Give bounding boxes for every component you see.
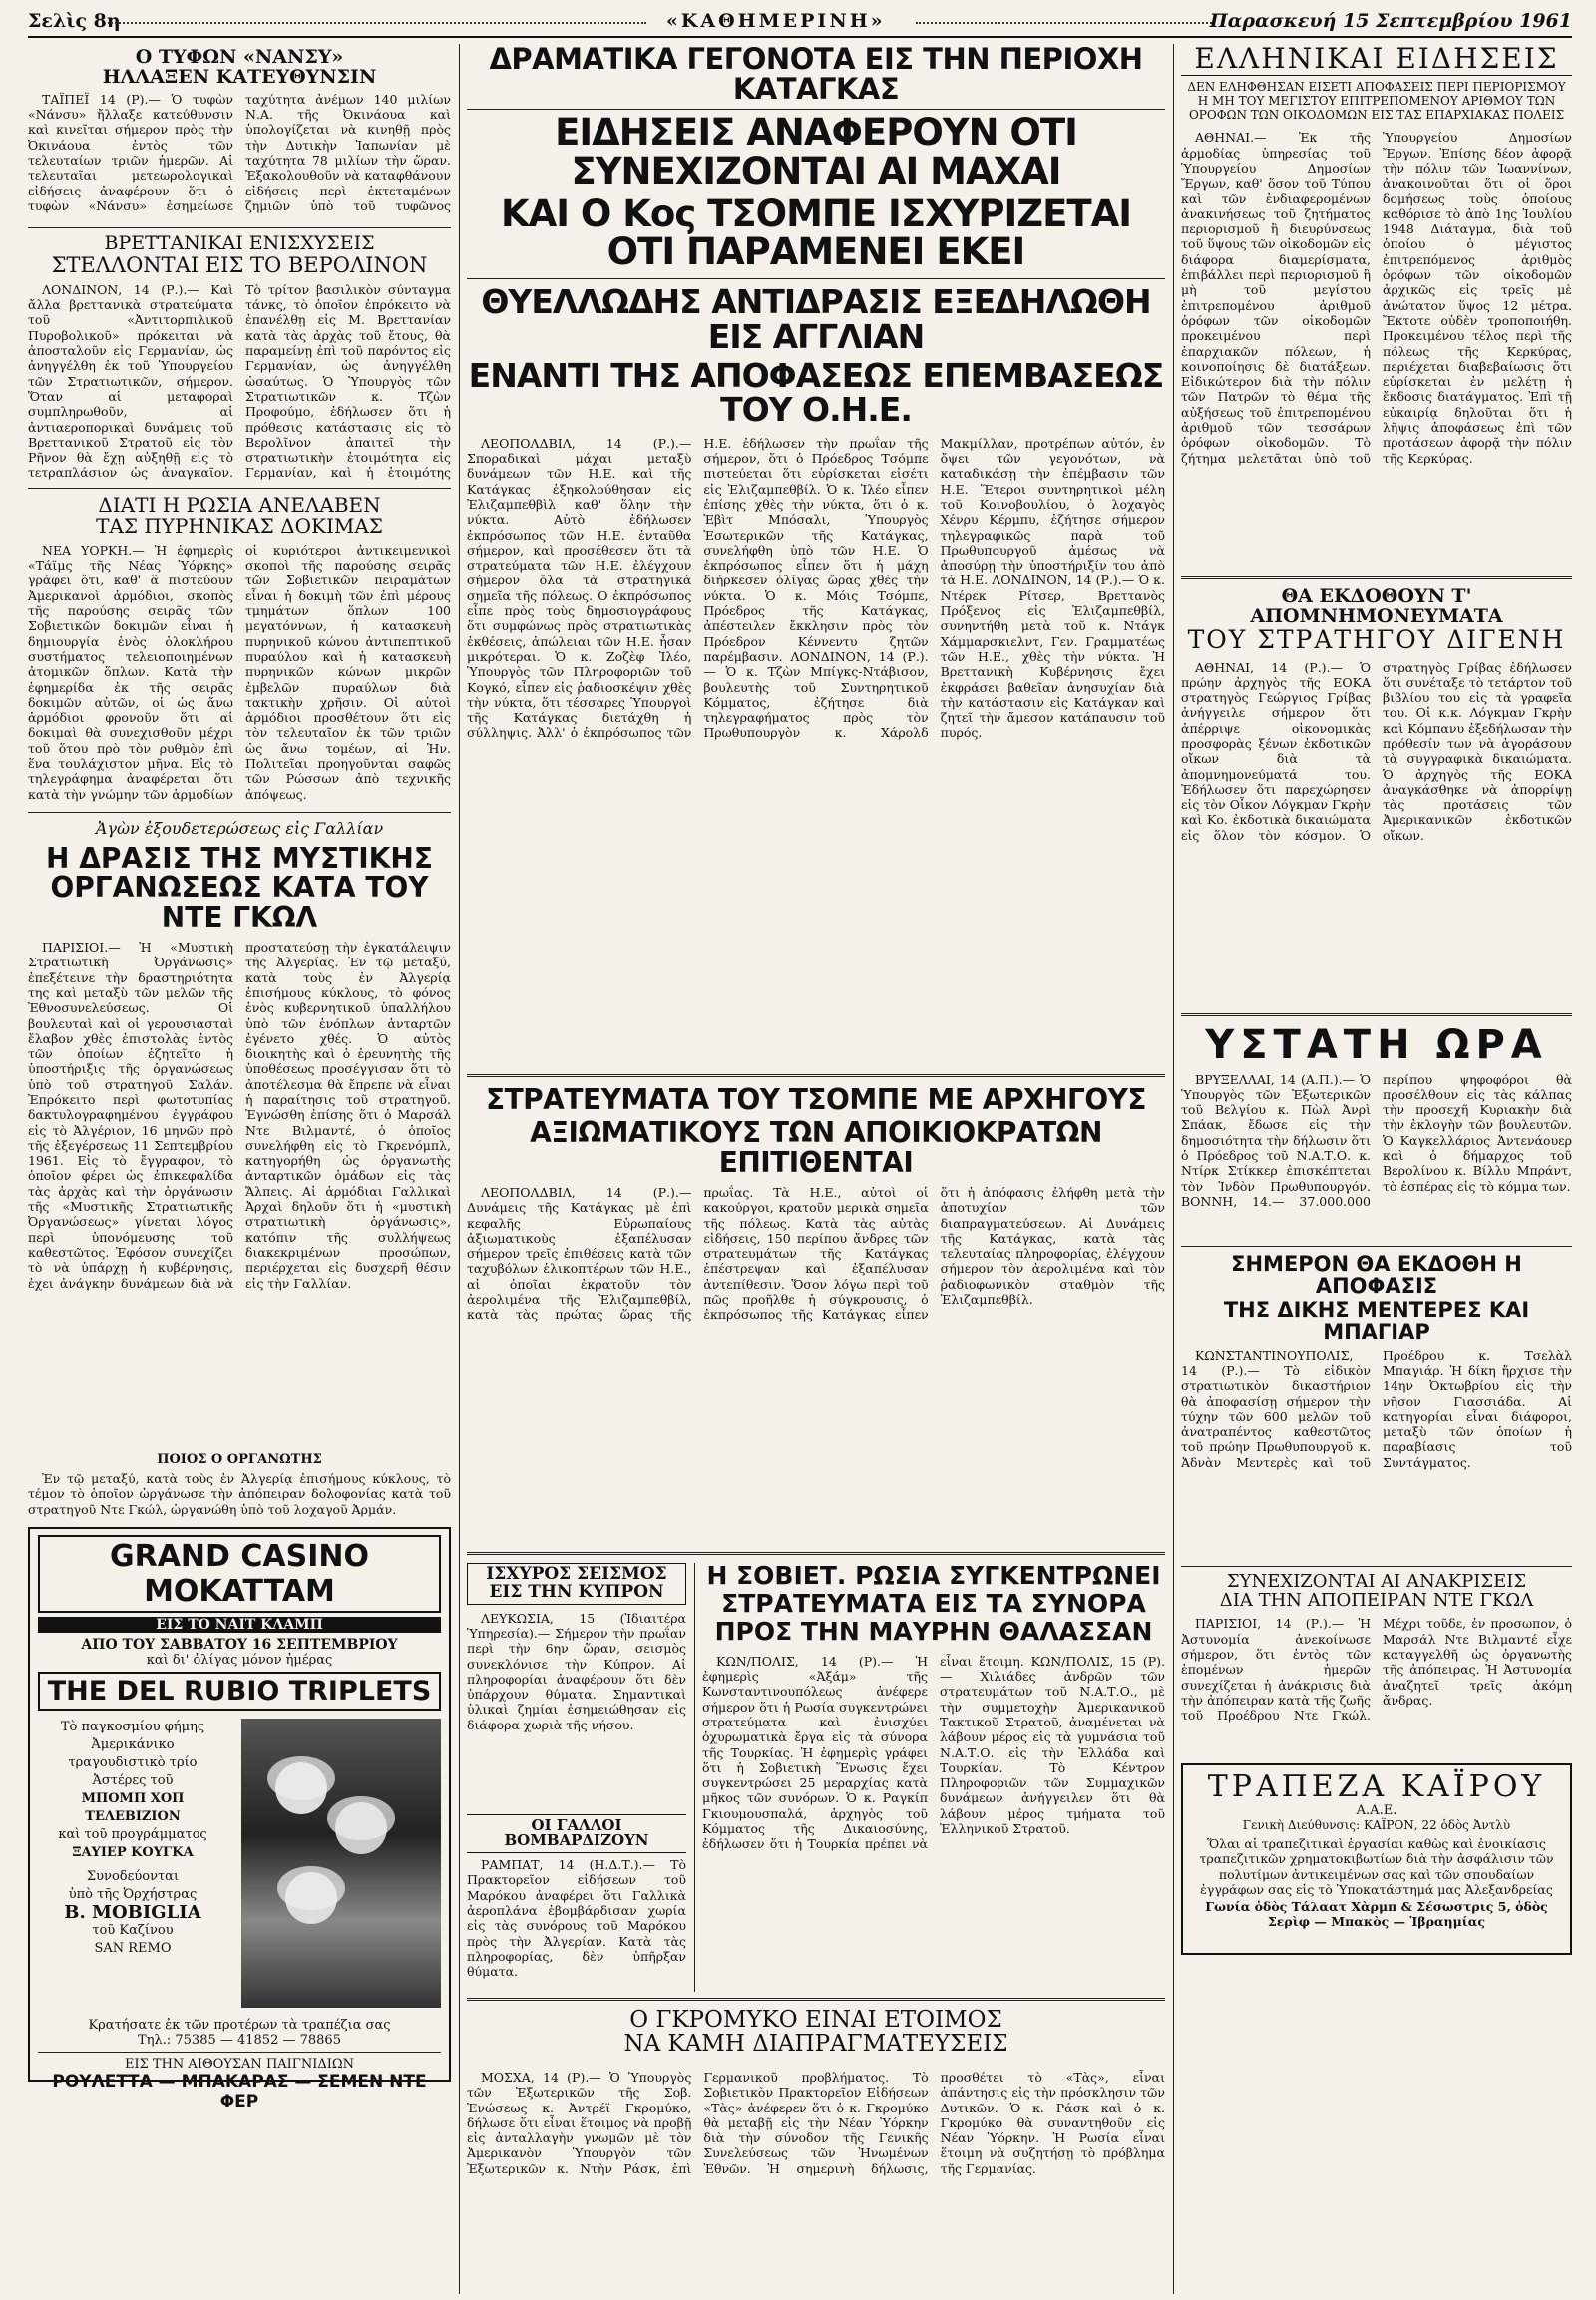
headline: Η ΣΟΒΙΕΤ. ΡΩΣΙΑ ΣΥΓΚΕΝΤΡΩΝΕΙ (706, 1562, 1161, 1590)
masthead (28, 10, 1572, 38)
lead-subheadline: ΚΑΙ Ο Κος ΤΣΟΜΠΕ ΙΣΧΥΡΙΖΕΤΑΙ ΟΤΙ ΠΑΡΑΜΕΝΕΙ ΕΚΕΙ (500, 192, 1132, 274)
triplets-photo (241, 1719, 441, 2008)
reservation-note: Κρατήσατε ἐκ τῶν προτέρων τὰ τραπέζια σας (88, 2018, 391, 2034)
casino-advertisement (28, 1527, 451, 2112)
de-gaulle-inquiry (1181, 1570, 1572, 1754)
article-berlin (28, 231, 451, 482)
tshombe-story (467, 1082, 1165, 1544)
soviet-story (702, 1563, 1165, 1992)
casino-name: GRAND CASINO MOKATTAM (38, 1535, 441, 1613)
article-body: ΑΘΗΝΑΙ, 14 (Ρ.).— Ὁ πρώην ἀρχηγὸς τῆς ΕΟΚΑ στρατηγὸς Γεώργιος Γρίβας ἀνήγγειλε σήμερον ὅτι ἀπέρριψε οἰκονομικὰς προσφορὰς ξένων ἐκδοτικῶν οἴκων διὰ τὰ ἀπομνημονεύματά του. Ἐδήλωσεν ὅτι παρεχώρησεν εἰς τὸν Οἶκον Λόγκμαν Γκρὴν καὶ Κο. ἐκδοτικὰ δικαιώματα εἰς ὅλον τὸν κόσμον. Ὁ στρατηγὸς Γρίβας ἐδήλωσεν ὅτι συνέταξε τὸ τετάρτον τοῦ βιβλίου του εἰς τὰ γραφεῖα του. Οἱ κ.κ. Λόγκμαν Γκρὴν καὶ Κόμπανυ ἐξεδήλωσαν τὴν πρόθεσίν των νὰ ἀγοράσουν τὰ συγγραφικὰ δικαιώματα. Ὁ ἀρχηγὸς τῆς ΕΟΚΑ ἀναγκάσθηκε νὰ ἀπορρίψῃ τὰς προτάσεις τῶν Ἀμερικανικῶν ἐκδοτικῶν οἴκων. (1181, 659, 1572, 843)
headline: ΕΙΣ ΤΗΝ ΚΥΠΡΟΝ (489, 1581, 664, 1602)
bank-advertisement (1181, 1763, 1572, 1955)
headline: ΑΞΙΩΜΑΤΙΚΟΥΣ ΤΩΝ ΑΠΟΙΚΙΟΚΡΑΤΩΝ ΕΠΙΤΙΘΕΝΤΑΙ (530, 1116, 1102, 1179)
subhead: ΟΙ ΓΑΛΛΟΙ ΒΟΜΒΑΡΔΙΖΟΥΝ (467, 1814, 686, 1854)
article-body: ΒΡΥΞΕΛΛΑΙ, 14 (Α.Π.).— Ὁ Ὑπουργὸς τῶν Ἐξωτερικῶν τοῦ Βελγίου κ. Πὼλ Ἀνρὶ Σπάακ, ἔδωσε εἰς τὴν δημοσιότητα τὴν δήλωσιν ὅτι ὁ Πρόεδρος τοῦ Ν.Α.Τ.Ο. κ. Ντίρκ Στίκκερ ἐπισκέπτεται τὸν Ἰνδὸν Πρωθυπουργόν. ΒΟΝΝΗ, 14.— 37.000.000 περίπου ψηφοφόροι θὰ προσέλθουν εἰς τὰς κάλπας τὴν προσεχῆ Κυριακὴν διὰ τὴν ἐκλογὴν τῶν βουλευτῶν. Ὁ Καγκελλάριος Ἀντενάουερ καὶ ὁ δήμαρχος τοῦ Βερολίνου κ. Βίλλυ Μπράντ, τὸ ἐσπέρας εἰς τὸ κόμμα των. (1181, 1071, 1572, 1209)
gromyko-story (467, 2008, 1165, 2181)
article-body: ΡΑΜΠΑΤ, 14 (Η.Δ.Τ.).— Τὸ Πρακτορεῖον εἰδήσεων τοῦ Μαρόκου ἀναφέρει ὅτι Γαλλικὰ ἀεροπλάνα ἐβομβάρδισαν χωρία εἰς τὰς συνόρους τοῦ Μαρόκου πρὸς τὴν Ἀλγερίαν. Κατὰ τὰς πληροφορίας, δὲν ὑπῆρξαν θύματα. (467, 1857, 686, 1980)
ad-description: Τὸ παγκοσμίου φήμης Ἀμερικάνικο τραγουδιστικὸ τρίο Ἀστέρες τοῦ ΜΠΟΜΠ ΧΟΠ ΤΕΛΕΒΙΖΙΟΝ καὶ τοῦ προγράμματος ΞΑΥΙΕΡ ΚΟΥΓΚΑ Συνοδεύονται ὑπὸ τῆς Ὀρχήστρας B. MOBIGLIA τοῦ Καζίνου SAN REMO (58, 1720, 207, 1957)
subhead: ΠΟΙΟΣ Ο ΟΡΓΑΝΩΤΗΣ (157, 1452, 322, 1468)
headline: ΙΣΧΥΡΟΣ ΣΕΙΣΜΟΣ (486, 1563, 667, 1584)
ad-footer-games: ΡΟΥΛΕΤΤΑ — ΜΠΑΚΑΡΑΣ — ΣΕΜΕΝ ΝΤΕ ΦΕΡ (52, 2072, 427, 2112)
article-body: ΛΕΟΠΟΛΔΒΙΛ, 14 (Ρ.).— Δυνάμεις τῆς Κατάγκας μὲ ἐπὶ κεφαλῆς Εὐρωπαίους ἀξιωματικοὺς ἐξαπέλυσαν σήμερον τρεῖς ἐπιθέσεις κατὰ τῶν ταχυβόλων ἑλικοπτέρων τῶν Η.Ε., αἱ ὁποῖαι ἐκρατοῦν τὸν ἀερολιμένα τῆς Ἐλιζαμπεθβίλ, κατὰ τὰς πρώτας ὥρας τῆς πρωΐας. Τὰ Η.Ε., αὐτοὶ οἱ κακούργοι, κρατοῦν μερικὰ σημεῖα τῆς πόλεως. Κατὰ τὰς αὐτὰς εἰδήσεις, 150 περίπου ἄνδρες τῶν στρατευμάτων τῆς Κατάγκας ἐπέστρεψαν καὶ ἐξαπέλυσαν ἀντεπίθεσιν. Ὅσον λόγω περὶ τοῦ πῶς προῆλθε ἡ σύγκρουσις, ὁ ἐκπρόσωπος τῆς Κατάγκας εἶπεν ὅτι ἡ ἀπόφασις ἐλήφθη μετὰ τὴν ἀποτυχίαν τῶν διαπραγματεύσεων. Αἱ Δυνάμεις τῆς Κατάγκας, κατὰ τὰς τελευταίας πληροφορίας, ἐλέγχουν σήμερον τὸν ἀερολιμένα καὶ τὸν ῥαδιοφωνικὸν σταθμὸν τῆς Ἐλιζαμπεθβίλ. (467, 1184, 1165, 1323)
headline: ΣΤΡΑΤΕΥΜΑΤΑ ΤΟΥ ΤΣΟΜΠΕ ΜΕ ΑΡΧΗΓΟΥΣ (485, 1082, 1147, 1116)
latest-news (1181, 1021, 1572, 1240)
article-body: ΑΘΗΝΑΙ.— Ἐκ τῆς ἁρμοδίας ὑπηρεσίας τοῦ Ὑπουργείου Δημοσίων Ἔργων, καθ' ὅσον τοῦ Τύπου καὶ τῶν ἐνδιαφερομένων ἀνακινήσεως τοῦ ζητήματος περιορισμοῦ ἢ διευρύνσεως τοῦ ὕψους τῶν οἰκοδομῶν εἰς διάφορα διαμερίσματα, ἐπιβάλλει περὶ περιορισμοῦ ἢ μὴ τοῦ μεγίστου ἐπιτρεπομένου ἀριθμοῦ ὀρόφων τῶν οἰκοδομῶν προκειμένου περὶ ἐπαρχιακῶν πόλεων, ἡ κοινοποίησις δὲ διατάξεων. Εἰδικώτερον διὰ τὴν πόλιν τῶν Πατρῶν τὸ θέμα τῆς αὐξήσεως τοῦ ἐπιτρεπομένου ἀριθμοῦ τῶν τεσσάρων ὀρόφων οἰκοδομῶν. Τὸ ζήτημα μελετᾶται ὑπὸ τοῦ Ὑπουργείου Δημοσίων Ἔργων. Ἐπίσης δέον ἀφορᾷ τὴν πόλιν τῶν Ἰωαννίνων, ἀνακοινοῦται ὅτι οἱ ὅροι δομήσεως τοὺς ὁποίους καθόρισε τὸ ἀπὸ 1ης Ἰουλίου 1948 Διάταγμα, διὰ τοῦ ὁποίου ὁ μέγιστος ἐπιτρεπόμενος ἀριθμὸς ὀρόφων τῶν οἰκοδομῶν ἀρχικῶς εἰς τρεῖς μὲ ἀνώτατον ὕψος 12 μέτρα. Ἔκτοτε οὐδὲν τροποποιήθη. Προκειμένου τέλος περὶ τῆς πόλεως τῆς Κερκύρας, περιέχεται διαβεβαίωσις ὅτι εὑρίσκεται ἐν μελέτῃ ἡ ἔκδοσις διατάγματος. Ἐπὶ τῇ εὐκαιρίᾳ δηλοῦται ὅτι ἡ λῆψις ἀποφάσεως ἐπὶ τῶν προτάσεων ἀφορᾷ τὴν πόλιν τῆς Κερκύρας. (1181, 130, 1572, 466)
lead-subheadline: ΘΥΕΛΛΩΔΗΣ ΑΝΤΙΔΡΑΣΙΣ ΕΞΕΔΗΛΩΘΗ ΕΙΣ ΑΓΓΛΙΑΝ (481, 282, 1151, 356)
ad-photo (241, 1719, 441, 2008)
ad-phone: Τηλ.: 75385 — 41852 — 78865 (138, 2033, 341, 2049)
divider (28, 488, 451, 489)
bank-address: Γωνία ὁδὸς Τάλαατ Χὰρμπ & Σέσωστρις 5, ὁδὸς Σερὶφ — Μπακὸς — Ἰβραημίας (1205, 1899, 1548, 1930)
article-body: ΤΑΪΠΕΪ 14 (Ρ).— Ὁ τυφὼν «Νάνσυ» ἤλλαξε κατεύθυνσιν καὶ κινεῖται σήμερον πρὸς τὴν Ὀκινάουα ἐντὸς τῶν τελευταίων τριῶν ἡμερῶν. Αἱ τελευταῖαι μετεωρολογικαὶ εἰδήσεις ἀναφέρουν ὅτι ὁ τυφὼν «Νάνσυ» ἐσημείωσε ταχύτητα ἀνέμων 140 μιλίων Ν.Α. τῆς Ὀκινάουα καὶ ὑπολογίζεται νὰ κινηθῇ πρὸς τὴν Δυτικὴν Ἰαπωνίαν μὲ ταχύτητα 78 μιλίων τὴν ὥραν. Ἐξακολουθοῦν νὰ καταφθάνουν εἰδήσεις περὶ ἐκτεταμένων ζημιῶν ὑπὸ τοῦ τυφῶνος (28, 91, 451, 213)
lead-subheadline: ΕΝΑΝΤΙ ΤΗΣ ΑΠΟΦΑΣΕΩΣ ΕΠΕΜΒΑΣΕΩΣ ΤΟΥ Ο.Η.Ε. (468, 355, 1164, 430)
digenis-story (1181, 587, 1572, 1004)
headline: Ο ΤΥΦΩΝ «ΝΑΝΣΥ» (135, 46, 344, 68)
bank-type: Α.Α.Ε. (1356, 1802, 1397, 1818)
headline: ΤΟΥ ΣΤΡΑΤΗΓΟΥ ΔΙΓΕΝΗ (1187, 625, 1566, 655)
article-body: ΛΟΝΔΙΝΟΝ, 14 (Ρ.).— Καὶ ἄλλα βρεττανικὰ στρατεύματα τοῦ «Ἀντιτορπιλικοῦ Πυροβολικοῦ» πρόκειται νὰ ἀποσταλοῦν εἰς Γερμανίαν, ὡς ἀνηγγέλθη ἐκ τοῦ Ὑπουργείου τῶν Στρατιωτικῶν, σήμερον. Ὅταν αἱ μεταφοραὶ συμπληρωθοῦν, αἱ ἀντιαεροπορικαὶ δυνάμεις τοῦ Βρεττανικοῦ Στρατοῦ εἰς τὸν Ρῆνον θὰ ἔχῃ αὐξηθῇ εἰς τὸ τετραπλάσιον ὡς ἀναγκαῖον. Τὸ τρίτον βασιλικὸν σύνταγμα τάνκς, τὸ ὁποῖον ἐπρόκειτο νὰ ἐπανέλθῃ εἰς Μ. Βρεττανίαν κατὰ τὰς ἀρχὰς τοῦ ἔτους, θὰ παραμείνῃ ἐπὶ τοῦ παρόντος εἰς Γερμανίαν, ὡς ἀνηγγέλθη ὡσαύτως. Ὁ Ὑπουργὸς τῶν Στρατιωτικῶν κ. Τζὼν Προφούμο, ἐδήλωσεν ὅτι ἡ πρόθεσις κατάστασις εἰς τὸ Βερολῖνον ἀπαιτεῖ τὴν στρατιωτικὴν ἑτοιμότητα εἰς Γερμανίαν, καὶ ἡ ἑτοιμότης (28, 281, 451, 481)
masthead-rule-right (916, 22, 1215, 24)
greek-news (1181, 44, 1572, 569)
menderes-trial (1181, 1253, 1572, 1560)
headline: ΣΗΜΕΡΟΝ ΘΑ ΕΚΔΟΘΗ Η ΑΠΟΦΑΣΙΣ (1231, 1251, 1522, 1298)
column-divider (459, 44, 460, 2294)
headline: ΒΡΕΤΤΑΝΙΚΑΙ ΕΝΙΣΧΥΣΕΙΣ (104, 231, 375, 254)
article-oas (28, 819, 451, 1517)
masthead-rule-left (108, 22, 646, 24)
lead-story (467, 44, 1165, 1066)
headline: ΟΡΓΑΝΩΣΕΩΣ ΚΑΤΑ ΤΟΥ ΝΤΕ ΓΚΩΛ (50, 871, 429, 934)
article-body: ΠΑΡΙΣΙΟΙ.— Ἡ «Μυστικὴ Στρατιωτικὴ Ὀργάνωσις» ἐπεξέτεινε τὴν δραστηριότητα της καὶ μεταξὺ τῶν μελῶν τῆς Ἐθνοσυνελεύσεως. Οἱ βουλευταὶ καὶ οἱ γερουσιασταὶ ἔλαβον χθὲς ἐπιστολὰς ἐντὸς τῶν ὁποίων ἐζητεῖτο ἡ ὑποστήριξις τῆς ὀργανώσεως ὑπὸ τοῦ στρατηγοῦ Σαλάν. Ἐπρόκειτο περὶ φωτοτυπίας δακτυλογραφημένου ἐγγράφου εἰς τὸ Ἀλγέριον, 16 μηνῶν πρὸ τῆς ἐξεγέρσεως 11 Σεπτεμβρίου 1961. Εἰς τὸ ἔγγραφον, τὸ ὁποῖον φέρει ὡς ἐπικεφαλίδα τὰς ἀρχὰς καὶ τὴν ὀργάνωσιν τῆς «Μυστικῆς Στρατιωτικῆς Ὀργανώσεως» γίνεται λόγος περὶ ὑπονόμευσης τοῦ καθεστῶτος. Ἐφόσον συνεχίζει τὸ νὰ ὑπάρχῃ ἡ κυβέρνησις, ἐχει ἀνάγκην δυνάμεων διὰ νὰ προστατεύσῃ τὴν ἐγκατάλειψιν τῆς Ἀλγερίας. Ἐν τῷ μεταξύ, κατὰ τοὺς ἐν Ἀλγερίᾳ ἐπισήμους κύκλους, τὸ φόνος ἑνὸς κυβερνητικοῦ ὑπαλλήλου ὑπὸ τῶν ἐνόπλων ἀνταρτῶν ἐγένετο χθές. Ὁ αὐτὸς διοικητὴς καὶ ὁ ἐρευνητὴς τῆς ὑποθέσεως προσέγγισαν ὅτι τὸ ἀποτέλεσμα θὰ ἔπρεπε νὰ εἶναι ἡ παραίτησις τοῦ στρατηγοῦ. Ἐγνώσθη ἐπίσης ὅτι ὁ Μαρσάλ Ντε Βιλμαντέ, ὁ ὁποῖος συνελήφθη εἰς τὸ Γκρενόμπλ, κατηγορήθη ὡς ὀργανωτὴς ἀνταρτικῶν ὁμάδων εἰς τὰς Ἄλπεις. Αἱ ἁρμόδιαι Γαλλικαὶ Ἀρχαὶ δηλοῦν ὅτι ἡ «μυστικὴ στρατιωτικὴ ὀργάνωσις», κατόπιν τῆς συλλήψεως διακεκριμένων προσώπων, περιέρχεται εἰς δυσχερῆ θέσιν εἰς τὴν Γαλλίαν. (28, 940, 451, 1291)
ad-dates-sub: καὶ δι' ὀλίγας μόνον ἡμέρας (146, 1653, 333, 1669)
center-columns (467, 44, 1165, 2294)
right-column (1181, 44, 1572, 2294)
page-number: Σελὶς 8η (28, 10, 121, 32)
article-body: ΚΩΝ/ΠΟΛΙΣ, 14 (Ρ).— Ἡ ἐφημερὶς «Ἀξάμ» τῆς Κωνσταντινουπόλεως ἀνέφερε σήμερον ὅτι ἡ Ρωσία συγκεντρώνει στρατεύματα καὶ ἐνισχύει ὀχυρωματικὰ ἔργα εἰς τὰ σύνορα τῆς Τουρκίας. Ἡ ἐφημερὶς γράφει ὅτι ἡ Σοβιετικὴ Ἕνωσις ἔχει συγκεντρώσει 25 μεραρχίας κατὰ μῆκος τῶν συνόρων. Ὁ κ. Ραγκίπ Γκιουμουσπαλά, ἀρχηγὸς τοῦ Κόμματος τῆς Δικαιοσύνης, ἐδήλωσεν ὅτι ἡ Τουρκία πρέπει νὰ εἶναι ἕτοιμη. ΚΩΝ/ΠΟΛΙΣ, 15 (Ρ).— Χιλιάδες ἀνδρῶν τῶν στρατευμάτων τοῦ Ν.Α.Τ.Ο., μὲ τὴν συμμετοχὴν Ἀμερικανικοῦ Τακτικοῦ Στρατοῦ, ἀναμένεται νὰ λάβουν μέρος εἰς τὰ γυμνάσια τοῦ Ν.Α.Τ.Ο. εἰς τὴν Ἑλλάδα καὶ Τουρκίαν. Τὸ Κέντρον Πληροφοριῶν τῶν Συμμαχικῶν δυνάμεων ἀνήγγειλεν ὅτι θὰ λάβουν μέρος τμήματα τοῦ Ἑλληνικοῦ Στρατοῦ. (702, 1653, 1165, 1852)
article-body: Ἐν τῷ μεταξύ, κατὰ τοὺς ἐν Ἀλγερίᾳ ἐπισήμους κύκλους, τὸ τέμον τὸ ὁποῖον ὠργάνωσε τὴν ἀπόπειραν δολοφονίας κατὰ τοῦ στρατηγοῦ Ντε Γκώλ, ὠργανώθη ὑπὸ τοῦ λοχαγοῦ Ἀρμάν. (28, 1471, 451, 1517)
kicker: Ἀγὼν ἐξουδετερώσεως εἰς Γαλλίαν (95, 818, 384, 838)
lead-headline: ΔΡΑΜΑΤΙΚΑ ΓΕΓΟΝΟΤΑ ΕΙΣ ΤΗΝ ΠΕΡΙΟΧΗ ΚΑΤΑΓΚΑΣ (489, 44, 1143, 107)
bank-hq: Γενικὴ Διεύθυνσις: ΚΑΪΡΟΝ, 22 ὁδὸς Ἀντλὺ (1242, 1817, 1511, 1832)
newspaper-page (28, 10, 1572, 2294)
cyprus-story (467, 1563, 686, 1992)
ad-sub: ΕΙΣ ΤΟ ΝΑΙΤ ΚΛΑΜΠ (38, 1617, 441, 1633)
headline: ΗΛΛΑΞΕΝ ΚΑΤΕΥΘΥΝΣΙΝ (102, 65, 377, 88)
article-typhoon (28, 48, 451, 221)
headline: ΘΑ ΕΚΔΟΘΟΥΝ Τ' ΑΠΟΜΝΗΜΟΝΕΥΜΑΤΑ (1250, 585, 1503, 628)
headline: ΣΤΕΛΛΟΝΤΑΙ ΕΙΣ ΤΟ ΒΕΡΟΛΙΝΟΝ (51, 252, 428, 277)
article-body: ΛΕΥΚΩΣΙΑ, 15 (Ἰδιαιτέρα Ὑπηρεσία).— Σήμερον τὴν πρωΐαν περὶ τὴν 6ην ὥραν, σεισμὸς συνεκλόνισε τὴν Κύπρον. Αἱ πληροφορίαι ἀναφέρουν ὅτι δὲν ὑπάρχουν θύματα. Σημαντικαὶ ὑλικαὶ ζημίαι ἐσημειώθησαν εἰς διάφορα χωριὰ τῆς νήσου. (467, 1610, 686, 1732)
bank-text: Ὅλαι αἱ τραπεζιτικαὶ ἐργασίαι καθὼς καὶ ἐνοικίασις τραπεζιτικῶν χρηματοκιβωτίων διὰ τὴν ἀσφάλισιν τῶν πολυτίμων ἀντικειμένων σας καὶ τῶν σπουδαίων ἐγγράφων σας εἰς τὸ Ὑποκατάστημά μας Ἀλεξανδρείας (1199, 1835, 1554, 1897)
headline: ΤΗΣ ΔΙΚΗΣ ΜΕΝΤΕΡΕΣ ΚΑΙ ΜΠΑΓΙΑΡ (1223, 1297, 1530, 1343)
article-body: ΝΕΑ ΥΟΡΚΗ.— Ἡ ἐφημερὶς «Τάϊμς τῆς Νέας Ὑόρκης» γράφει ὅτι, καθ' ἃ πιστεύουν Ἀμερικανοὶ ἀρμόδιοι, σκοπὸς τῆς παρούσης σειρᾶς τῶν Σοβιετικῶν δοκιμῶν εἶναι ἡ δημιουργία ἑνὸς ὁλοκλήρου συστήματος τελειοποιημένων ἀτομικῶν ὅπλων. Κατὰ τὴν ἐφημερίδα ἐκ τῆς σειρᾶς δοκιμῶν αὐτῶν, οἱ ὡς ἄνω ἁρμόδιοι φρονοῦν ὅτι αἱ δοκιμαὶ θὰ συνεχισθοῦν μέχρι τοῦ ὅτου πρὸ τὸν ρυθμὸν ἐπὶ ἕνα τουλάχιστον μῆνα. Εἰς τὸ τηλεγράφημα ἀναφέρεται ὅτι κατὰ τὴν γνώμην τῶν ἁρμοδίων οἱ κυριότεροι ἀντικειμενικοὶ σκοποὶ τῆς παρούσης σειρᾶς τῶν Σοβιετικῶν πειραμάτων εἶναι ἡ δοκιμὴ τῶν ἐπὶ μέρους τμημάτων ὅπλων 100 μεγατόννων, ἡ κατασκευὴ πυρηνικοῦ κώνου ἀντιπεπτικοῦ πυραύλου καὶ ἡ κατασκευὴ πυρηνικῶν κώνων μικρῶν ἐμβελῶν πυραύλων διὰ τακτικὴν χρῆσιν. Οἱ αὐτοὶ ἁρμόδιοι προσθέτουν ὅτι εἰς τὸν τελευταῖον ἐκ τῶν τριῶν ὡς ἄνω τομέων, αἱ Ἡν. Πολιτεῖαι προηγοῦνται σαφῶς τῶν Ρώσσων ἀπὸ τεχνικῆς ἀπόψεως. (28, 542, 451, 802)
ad-footer-line: ΕΙΣ ΤΗΝ ΑΙΘΟΥΣΑΝ ΠΑΙΓΝΙΔΙΩΝ (124, 2057, 355, 2073)
lead-subheadline: ΕΙΔΗΣΕΙΣ ΑΝΑΦΕΡΟΥΝ ΟΤΙ ΣΥΝΕΧΙΖΟΝΤΑΙ ΑΙ ΜΑΧΑΙ (555, 110, 1077, 192)
headline: ΔΙΑΤΙ Η ΡΩΣΙΑ ΑΝΕΛΑΒΕΝ (98, 492, 381, 517)
issue-date: Παρασκευή 15 Σεπτεμβρίου 1961 (1209, 10, 1572, 32)
article-body: ΠΑΡΙΣΙΟΙ, 14 (Ρ.).— Ἡ Ἀστυνομία ἀνεκοίνωσε σήμερον, ὅτι ἐντὸς τῶν ἑπομένων ἡμερῶν συνεχίζεται ἡ ἀνάκρισις διὰ τὴν ἀπόπειραν κατὰ τῆς ζωῆς τοῦ Προέδρου Ντε Γκώλ. Μέχρι τοῦδε, ἐν προσωπον, ὁ Μαρσάλ Ντε Βιλμαντέ εἶχε καταγγελθῆ ὡς ὀργανωτὴς τῆς ἀπόπειρας. Ἡ Ἀστυνομία ἀναζητεῖ τρεῖς ἀκόμη ἄνδρας. (1181, 1616, 1572, 1724)
left-column (28, 44, 451, 2294)
headline: ΝΑ ΚΑΜΗ ΔΙΑΠΡΑΓΜΑΤΕΥΣΕΙΣ (623, 2031, 1008, 2058)
article-body: ΜΟΣΧΑ, 14 (Ρ).— Ὁ Ὑπουργὸς τῶν Ἐξωτερικῶν τῆς Σοβ. Ἑνώσεως κ. Ἀντρέϊ Γκρομύκο, δήλωσε ὅτι εἶναι ἕτοιμος νὰ προβῇ εἰς ἀνταλλαγὴν γνωμῶν μὲ τὸν Ἀμερικανὸν Ὑπουργὸν τῶν Ἐξωτερικῶν κ. Ντὴν Ράσκ, ἐπὶ Γερμανικοῦ προβλήματος. Τὸ Σοβιετικὸν Πρακτορεῖον Εἰδήσεων «Τὰς» ἀνέφερεν ὅτι ὁ κ. Γκρομύκο θὰ μεταβῇ εἰς τὴν Νέαν Ὑόρκην διὰ τὴν σύνοδον τῆς Γενικῆς Συνελεύσεως τῶν Ἡνωμένων Ἐθνῶν. Ἡ σημερινὴ δήλωσις, προσθέτει τὸ «Τὰς», εἶναι ἀπάντησις εἰς τὴν πρόσκλησιν τῶν Δυτικῶν. Ὁ κ. Ράσκ καὶ ὁ κ. Γκρομύκο θὰ συναντηθοῦν εἰς Νέαν Ὑόρκην. Ἡ Ρωσία εἶναι ἕτοιμη νὰ συζητήσῃ τὸ πρόβλημα τῆς Γερμανίας. (467, 2069, 1165, 2176)
divider (28, 227, 451, 228)
headline: ΠΡΟΣ ΤΗΝ ΜΑΥΡΗΝ ΘΑΛΑΣΣΑΝ (714, 1617, 1153, 1647)
divider (28, 812, 451, 813)
subheadline: ΔΕΝ ΕΛΗΦΘΗΣΑΝ ΕΙΣΕΤΙ ΑΠΟΦΑΣΕΙΣ ΠΕΡΙ ΠΕΡΙΟΡΙΣΜΟΥ Η ΜΗ ΤΟΥ ΜΕΓΙΣΤΟΥ ΕΠΙΤΡΕΠΟΜΕΝΟΥ ΑΡΙΘΜΟΥ ΤΩΝ ΟΡΟΦΩΝ ΤΩΝ ΟΙΚΟΔΟΜΩΝ ΕΙΣ ΤΑΣ ΕΠΑΡΧΙΑΚΑΣ ΠΟΛΕΙΣ (1187, 80, 1566, 123)
article-russia-tests (28, 492, 451, 806)
paper-name: «ΚΑΘΗΜΕΡΙΝΗ» (666, 10, 886, 32)
article-body: ΛΕΟΠΟΛΔΒΙΛ, 14 (Ρ.).— Σποραδικαὶ μάχαι μεταξὺ δυνάμεων τῶν Η.Ε. καὶ τῆς Κατάγκας ἐξηκολούθησαν εἰς Ἐλιζαμπεθβὶλ καθ' ὅλην τὴν νύκτα. Αὐτὸ ἐδήλωσεν ἐκπρόσωπος τῶν Η.Ε. ἐνταῦθα σήμερον, καὶ προσέθεσεν ὅτι τὰ στρατεύματα τῶν Η.Ε. ἐλέγχουν σήμερον ὅλα τὰ στρατηγικὰ σημεῖα τῆς πόλεως. Ὁ ἐκπρόσωπος εἶπε πρὸς τοὺς δημοσιογράφους ὅτι συμφώνως πρὸς στρατιωτικὰς ἐκθέσεις, ἀπώλειαι τῶν Η.Ε. ἦσαν μικρότεραι. Ὁ κ. Ζοζὲφ Ἰλέο, Ὑπουργὸς τῶν Πληροφοριῶν τοῦ Κογκό, εἶπεν εἰς ῥαδιοσκέψιν χθὲς τὴν νύκτα, ὅτι τέσσαρες Ὑπουργοὶ τῆς Κατάγκας διετάχθη ἡ σύλληψις. Ἀλλ' ὁ ἐκπρόσωπος τῶν Η.Ε. ἐδήλωσεν τὴν πρωΐαν τῆς σήμερον, ὅτι ὁ Πρόεδρος Τσόμπε πιστεύεται ὅτι εὑρίσκεται εἰσέτι εἰς Ἐλιζαμπεθβίλ. Ὁ κ. Ἰλέο εἶπεν ἐπίσης χθὲς τὴν νύκτα, ὅτι ὁ κ. Ἐβὶτ Μπόσαλι, Ὑπουργὸς Ἐσωτερικῶν τῆς Κατάγκας, συνελήφθη ὑπὸ τῶν Η.Ε. Ὁ ἐκπρόσωπος εἶπεν ὅτι ἡ μάχη διήρκεσεν ὀλίγας ὥρας χθὲς τὴν νύκτα. Ὁ κ. Μόις Τσόμπε, Πρόεδρος τῆς Κατάγκας, ἀπέστειλεν ἔκκλησιν πρὸς τὸν Πρόεδρον Κέννεντυ ζητῶν παρέμβασιν. ΛΟΝΔΙΝΟΝ, 14 (Ρ.).— Ὁ κ. Τζὼν Μπίγκς-Ντάβισον, βουλευτὴς τοῦ Συντηρητικοῦ Κόμματος, ἐζήτησε διὰ τηλεγραφήματος πρὸς τὸν Πρωθυπουργὸν κ. Χάρολδ Μακμίλλαν, προτρέπων αὐτόν, ἐν ὄψει τῶν γεγονότων, νὰ καταδικάσῃ τὴν ἐπέμβασιν τῶν Η.Ε. Ἕτεροι συντηρητικοὶ μέλη τοῦ Κοινοβουλίου, ὁ λοχαγὸς Χένρυ Κέρμπυ, ἐζήτησε σήμερον τηλεγραφικῶς παρὰ τοῦ Πρωθυπουργοῦ ἀμέσως νὰ ἀποσύρῃ τὴν ὑποστήριξίν του ἀπὸ τὰ Η.Ε. ΛΟΝΔΙΝΟΝ, 14 (Ρ.).— Ὁ κ. Ντέρεκ Ρίτσερ, Βρεττανὸς Πρόξενος εἰς Ἐλιζαμπεθβίλ, συνηντήθη μετὰ τοῦ κ. Ντάγκ Χάμμαρσκιελντ, Γεν. Γραμματέως τῶν Η.Ε., χθὲς τὴν νύκτα. Ἡ Βρεττανικὴ Κυβέρνησις ἔχει ἐκφράσει βαθεῖαν ἀνησυχίαν διὰ τὴν κατάστασιν εἰς Κατάγκαν καὶ ζητεῖ τὴν ἄμεσον κατάπαυσιν τοῦ πυρός. (467, 435, 1165, 741)
headline: ΔΙΑ ΤΗΝ ΑΠΟΠΕΙΡΑΝ ΝΤΕ ΓΚΩΛ (1219, 1589, 1534, 1611)
headline: ΤΑΣ ΠΥΡΗΝΙΚΑΣ ΔΟΚΙΜΑΣ (96, 513, 383, 538)
headline: Ο ΓΚΡΟΜΥΚΟ ΕΙΝΑΙ ΕΤΟΙΜΟΣ (629, 2007, 1002, 2033)
bank-name: ΤΡΑΠΕΖΑ ΚΑΪΡΟΥ (1207, 1769, 1546, 1805)
headline: ΣΤΡΑΤΕΥΜΑΤΑ ΕΙΣ ΤΑ ΣΥΝΟΡΑ (721, 1589, 1146, 1619)
section-title: ΥΣΤΑΤΗ ΩΡΑ (1205, 1021, 1548, 1068)
act-name: THE DEL RUBIO TRIPLETS (38, 1672, 441, 1711)
headline: Η ΔΡΑΣΙΣ ΤΗΣ ΜΥΣΤΙΚΗΣ (46, 841, 433, 875)
article-body: ΚΩΝΣΤΑΝΤΙΝΟΥΠΟΛΙΣ, 14 (Ρ.).— Τὸ εἰδικὸν στρατιωτικὸν δικαστήριον θὰ ἀποφασίσῃ σήμερον τὴν τύχην τῶν 600 μελῶν τοῦ ἀνατραπέντος καθεστῶτος τοῦ πρώην Πρωθυπουργοῦ κ. Ἀδνὰν Μεντερὲς καὶ τοῦ Προέδρου κ. Τσελὰλ Μπαγιάρ. Ἡ δίκη ἤρχισε τὴν 14ην Ὀκτωβρίου εἰς τὴν νῆσον Γιασσιάδα. Αἱ κατηγορίαι εἶναι διάφοροι, μεταξὺ τῶν ὁποίων ἡ παραβίασις τοῦ Συντάγματος. (1181, 1347, 1572, 1470)
headline: ΣΥΝΕΧΙΖΟΝΤΑΙ ΑΙ ΑΝΑΚΡΙΣΕΙΣ (1226, 1570, 1527, 1592)
ad-dates: ΑΠΟ ΤΟΥ ΣΑΒΒΑΤΟΥ 16 ΣΕΠΤΕΜΒΡΙΟΥ (81, 1637, 398, 1654)
column-divider (1173, 44, 1174, 2294)
section-title: ΕΛΛΗΝΙΚΑΙ ΕΙΔΗΣΕΙΣ (1181, 44, 1572, 76)
